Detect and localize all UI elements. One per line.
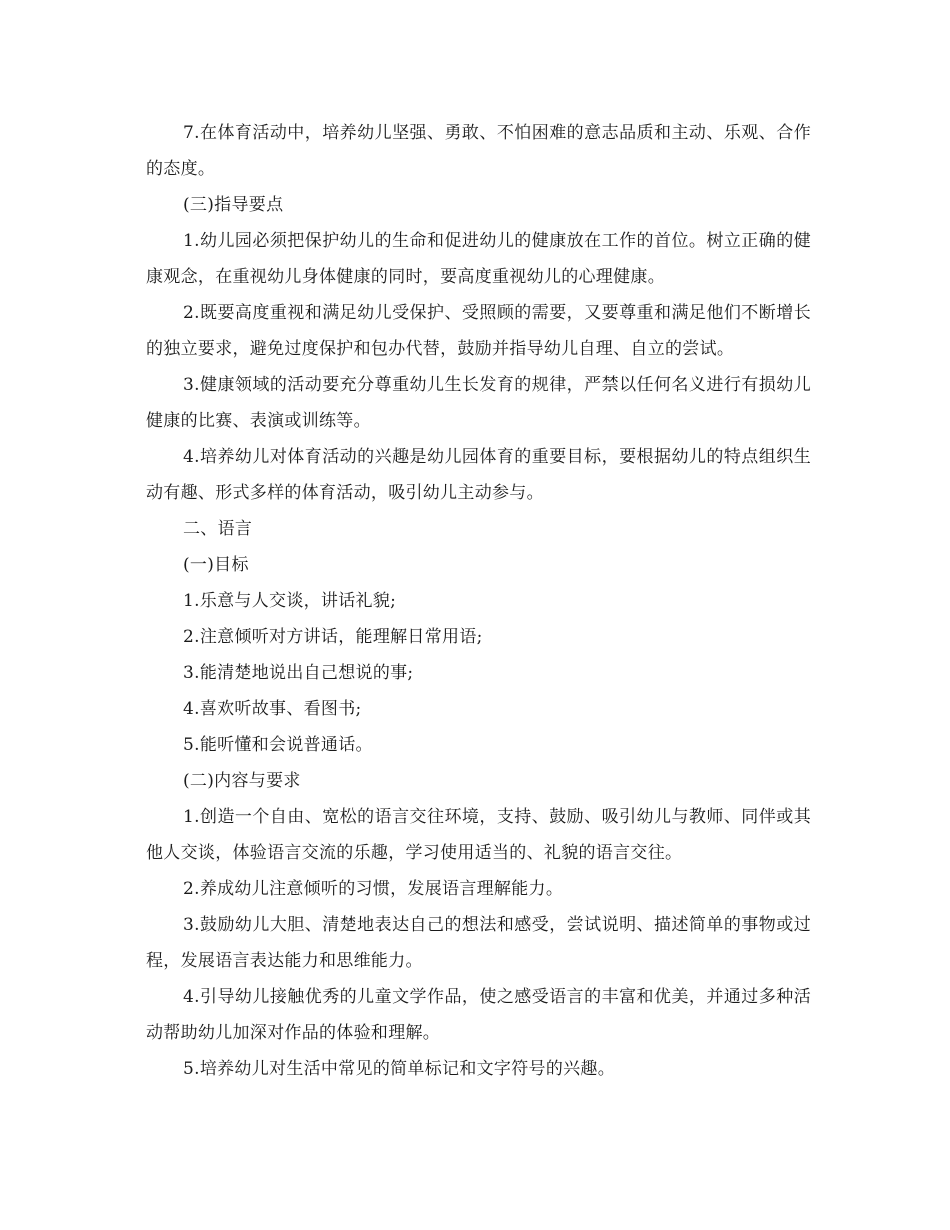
section-heading-guidance: (三)指导要点	[183, 195, 284, 215]
chapter-heading-language: 二、语言	[183, 519, 253, 539]
paragraph-requirement-5: 5.培养幼儿对生活中常见的简单标记和文字符号的兴趣。	[183, 1059, 616, 1079]
paragraph-requirement-1: 1.创造一个自由、宽松的语言交往环境，支持、鼓励、吸引幼儿与教师、同伴或其他人交谈，体验语言交流的乐趣，学习使用适当的、礼貌的语言交往。	[146, 807, 811, 863]
section-heading-content-requirements: (二)内容与要求	[183, 771, 301, 791]
list-item-goal-3: 3.能清楚地说出自己想说的事;	[183, 663, 414, 683]
paragraph-guidance-2: 2.既要高度重视和满足幼儿受保护、受照顾的需要，又要尊重和满足他们不断增长的独立要求，避免过度保护和包办代替，鼓励并指导幼儿自理、自立的尝试。	[146, 303, 811, 359]
paragraph-guidance-1: 1.幼儿园必须把保护幼儿的生命和促进幼儿的健康放在工作的首位。树立正确的健康观念，在重视幼儿身体健康的同时，要高度重视幼儿的心理健康。	[146, 231, 811, 287]
list-item-goal-1: 1.乐意与人交谈，讲话礼貌;	[183, 591, 397, 611]
paragraph-guidance-3: 3.健康领域的活动要充分尊重幼儿生长发育的规律，严禁以任何名义进行有损幼儿健康的比赛、表演或训练等。	[146, 375, 811, 431]
list-item-goal-2: 2.注意倾听对方讲话，能理解日常用语;	[183, 627, 483, 647]
list-item-goal-4: 4.喜欢听故事、看图书;	[183, 699, 362, 719]
paragraph-requirement-3: 3.鼓励幼儿大胆、清楚地表达自己的想法和感受，尝试说明、描述简单的事物或过程，发展语言表达能力和思维能力。	[146, 915, 811, 971]
section-heading-goals: (一)目标	[183, 555, 249, 575]
document-body	[146, 115, 811, 1087]
paragraph-requirement-4: 4.引导幼儿接触优秀的儿童文学作品，使之感受语言的丰富和优美，并通过多种活动帮助幼儿加深对作品的体验和理解。	[146, 987, 811, 1043]
list-item-goal-5: 5.能听懂和会说普通话。	[183, 735, 373, 755]
paragraph-sports-attitude: 7.在体育活动中，培养幼儿坚强、勇敢、不怕困难的意志品质和主动、乐观、合作的态度。	[146, 123, 811, 179]
paragraph-guidance-4: 4.培养幼儿对体育活动的兴趣是幼儿园体育的重要目标，要根据幼儿的特点组织生动有趣、形式多样的体育活动，吸引幼儿主动参与。	[146, 447, 811, 503]
paragraph-requirement-2: 2.养成幼儿注意倾听的习惯，发展语言理解能力。	[183, 879, 564, 899]
